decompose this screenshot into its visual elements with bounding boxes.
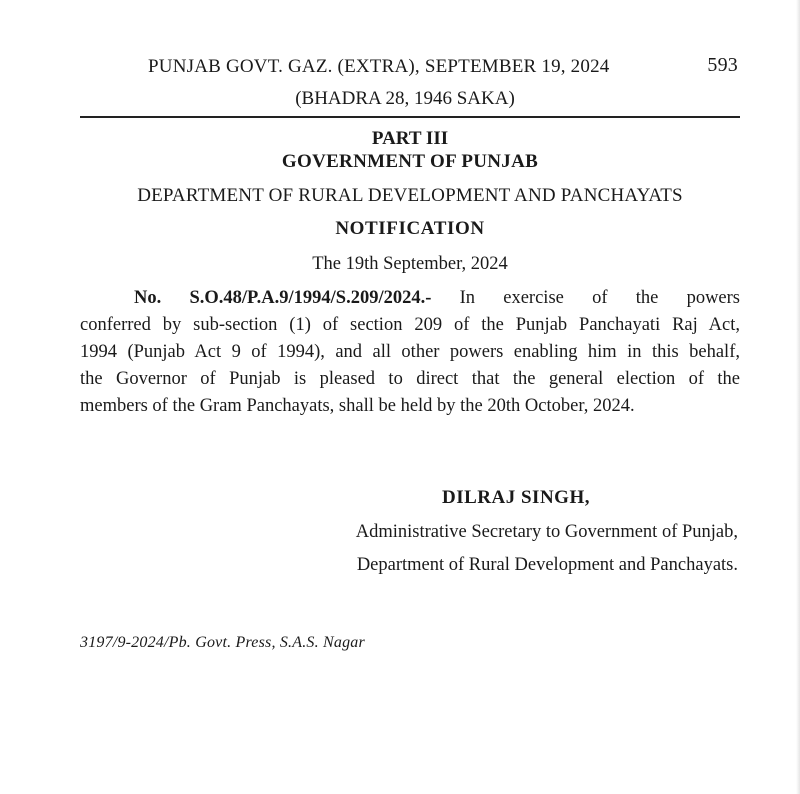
body-line-4: the Governor of Punjab is pleased to direct that the general election of the	[80, 369, 740, 389]
press-footer: 3197/9-2024/Pb. Govt. Press, S.A.S. Nagar	[80, 634, 365, 651]
body-line-2: conferred by sub-section (1) of section 209 of the Punjab Panchayati Raj Act,	[80, 315, 740, 335]
notification-heading: NOTIFICATION	[335, 218, 485, 239]
page-edge-shadow	[796, 0, 800, 794]
signatory-name: DILRAJ SINGH,	[442, 487, 590, 508]
signatory-department: Department of Rural Development and Panchayats.	[356, 555, 738, 575]
body-line-1	[80, 285, 740, 312]
notification-date: The 19th September, 2024	[312, 254, 508, 274]
page-number: 593	[707, 54, 738, 76]
body-line-3: 1994 (Punjab Act 9 of 1994), and all other powers enabling him in this behalf,	[80, 342, 740, 362]
body-line-1-text: In exercise of the powers	[431, 288, 740, 308]
notification-reference: No. S.O.48/P.A.9/1994/S.209/2024.-	[134, 288, 432, 308]
government-heading: GOVERNMENT OF PUNJAB	[281, 151, 539, 172]
department-heading: DEPARTMENT OF RURAL DEVELOPMENT AND PANCHAYATS	[137, 185, 683, 206]
part-heading: PART III	[371, 128, 449, 149]
gazette-title: PUNJAB GOVT. GAZ. (EXTRA), SEPTEMBER 19, 2024	[148, 56, 610, 77]
signatory-designation: Administrative Secretary to Government of Punjab,	[355, 522, 738, 542]
header-divider	[80, 116, 740, 118]
notification-body	[80, 285, 740, 420]
saka-date: (BHADRA 28, 1946 SAKA)	[295, 88, 515, 109]
body-line-5: members of the Gram Panchayats, shall be held by the 20th October, 2024.	[80, 396, 635, 416]
